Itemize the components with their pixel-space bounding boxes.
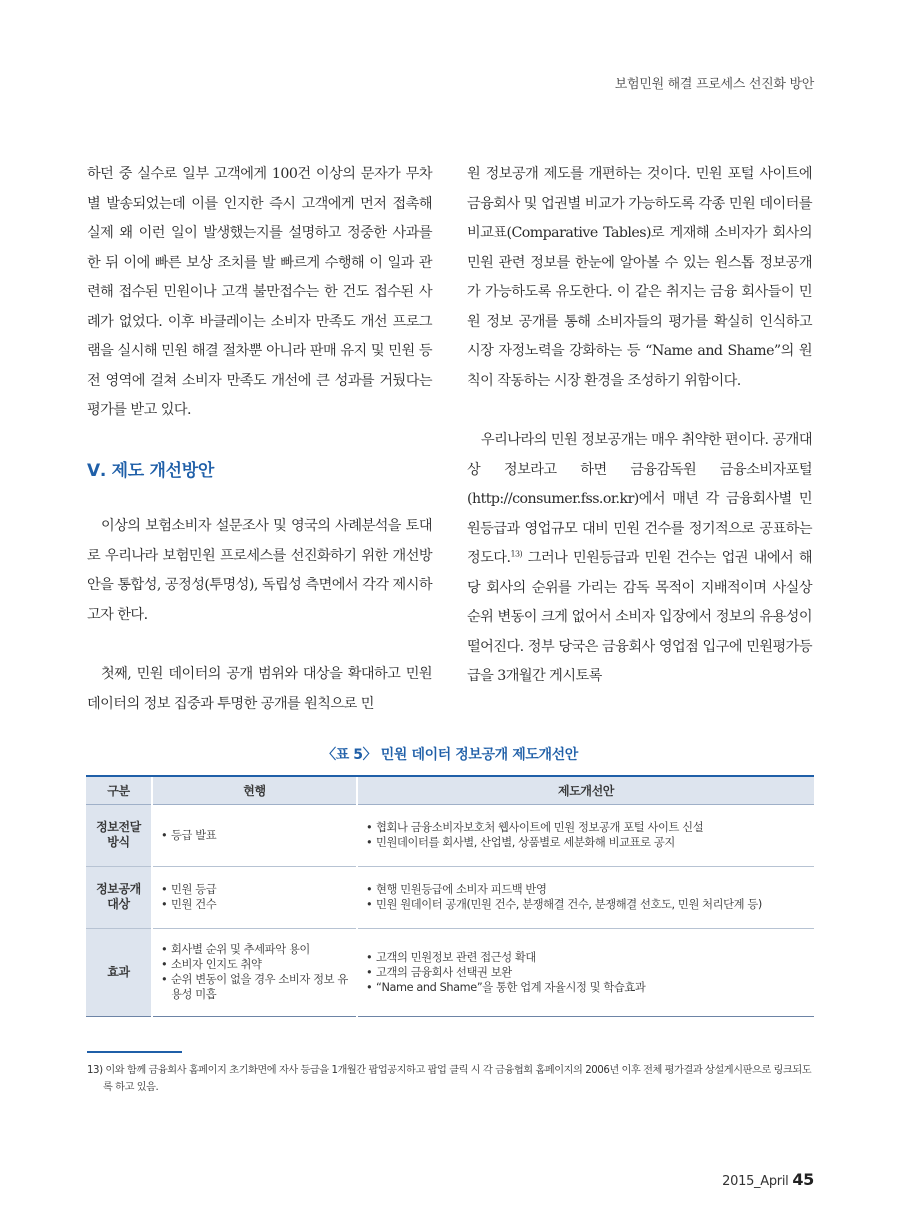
table-header-row (86, 776, 814, 804)
table-row (86, 804, 814, 866)
right-column (467, 160, 812, 692)
row-label: 효과 (86, 928, 152, 1016)
footnote-divider (87, 1051, 182, 1053)
body-paragraph: 원 정보공개 제도를 개편하는 것이다. 민원 포털 사이트에 금융회사 및 업권별 비교가 가능하도록 각종 민원 데이터를 비교표(Comparative Tables)로 게재해 소비자가 회사의 민원 관련 정보를 한눈에 알아볼 수 있는 원스톱 정보공개가 가능하도록 유도한다. 이 같은 취지는 금융 회사들이 민원 정보 공개를 통해 소비자들의 평가를 확실히 인식하고 시장 자정노력을 강화하는 등 “Name and Shame”의 원칙이 작동하는 시장 환경을 조성하기 위함이다. (467, 166, 812, 389)
body-text: 우리나라의 민원 정보공개는 매우 취약한 편이다. 공개대상 정보라고 하면 금융감독원 금융소비자포털(http://consumer.fss.or.kr)에서 매년 각 금융회사별 민원등급과 영업규모 대비 민원 건수를 정기적으로 공표하는 정도다. (467, 432, 812, 566)
proposal-cell (357, 928, 814, 1016)
running-header: 보험민원 해결 프로세스 선진화 방안 (614, 77, 814, 92)
proposal-cell (357, 866, 814, 928)
left-column-top (87, 160, 432, 426)
list-item: • 고객의 금융회사 선택권 보완 (366, 965, 806, 980)
body-paragraph: 하던 중 실수로 일부 고객에게 100건 이상의 문자가 무차별 발송되었는데 이를 인지한 즉시 고객에게 먼저 접촉해 실제 왜 이런 일이 발생했는지를 설명하고 정중한 사과를 한 뒤 이에 빠른 보상 조치를 발 빠르게 수행해 이 일과 관련해 접수된 민원이나 고객 불만접수는 한 건도 접수된 사례가 없었다. 이후 바클레이는 소비자 만족도 개선 프로그램을 실시해 민원 해결 절차뿐 아니라 판매 유지 및 민원 등 전 영역에 걸쳐 소비자 만족도 개선에 큰 성과를 거뒀다는 평가를 받고 있다. (87, 166, 432, 418)
list-item: • “Name and Shame”을 통한 업계 자율시정 및 학습효과 (366, 980, 806, 995)
section-heading: Ⅴ. 제도 개선방안 (87, 461, 214, 481)
list-item: • 민원 등급 (161, 882, 348, 897)
list-item: • 민원데이터를 회사별, 산업별, 상품별로 세분화해 비교표로 공지 (366, 835, 806, 850)
footnote: 13) 이와 함께 금융회사 홈페이지 초기화면에 자사 등급을 1개월간 팝업공지하고 팝업 클릭 시 각 금융협회 홈페이지의 2006년 이후 전체 평가결과 상설게시판으로 링크되도록 하고 있음. (87, 1065, 812, 1093)
column-header-proposal: 제도개선안 (357, 776, 814, 804)
current-cell (152, 928, 357, 1016)
current-cell (152, 804, 357, 866)
table-caption: 〈표 5〉 민원 데이터 정보공개 제도개선안 (322, 747, 578, 763)
list-item: • 현행 민원등급에 소비자 피드백 반영 (366, 882, 806, 897)
list-item: • 회사별 순위 및 추세파악 용이 (161, 942, 348, 957)
list-item: • 소비자 인지도 취약 (161, 957, 348, 972)
issue-label: 2015_April (722, 1174, 789, 1189)
list-item: • 순위 변동이 없을 경우 소비자 정보 유용성 미흡 (161, 972, 348, 1002)
disclosure-improvement-table (86, 775, 814, 1017)
proposal-cell (357, 804, 814, 866)
left-column-bottom (87, 512, 432, 719)
body-text: 그러나 민원등급과 민원 건수는 업권 내에서 해당 회사의 순위를 가리는 감독 목적이 지배적이며 사실상 순위 변동이 크게 없어서 소비자 입장에서 정보의 유용성이 떨어진다. 정부 당국은 금융회사 영업점 입구에 민원평가등급을 3개월간 게시토록 (467, 550, 812, 684)
list-item: • 협회나 금융소비자보호처 웹사이트에 민원 정보공개 포털 사이트 신설 (366, 820, 806, 835)
body-paragraph: 첫째, 민원 데이터의 공개 범위와 대상을 확대하고 민원 데이터의 정보 집중과 투명한 공개를 원칙으로 민 (87, 666, 432, 712)
list-item: • 민원 건수 (161, 897, 348, 912)
row-label: 정보전달 방식 (86, 804, 152, 866)
current-cell (152, 866, 357, 928)
list-item: • 고객의 민원정보 관련 접근성 확대 (366, 950, 806, 965)
row-label: 정보공개 대상 (86, 866, 152, 928)
footnote-reference[interactable]: 13) (510, 549, 523, 559)
list-item: • 등급 발표 (161, 828, 348, 843)
table-row (86, 928, 814, 1016)
page-number: 45 (792, 1170, 814, 1189)
body-paragraph: 이상의 보험소비자 설문조사 및 영국의 사례분석을 토대로 우리나라 보험민원 프로세스를 선진화하기 위한 개선방안을 통합성, 공정성(투명성), 독립성 측면에서 각각 제시하고자 한다. (87, 518, 432, 623)
body-paragraph (467, 426, 812, 692)
list-item: • 민원 원데이터 공개(민원 건수, 분쟁해결 건수, 분쟁해결 선호도, 민원 처리단계 등) (366, 897, 806, 912)
table-row (86, 866, 814, 928)
column-header-category: 구분 (86, 776, 152, 804)
page-footer (722, 1170, 814, 1189)
column-header-current: 현행 (152, 776, 357, 804)
